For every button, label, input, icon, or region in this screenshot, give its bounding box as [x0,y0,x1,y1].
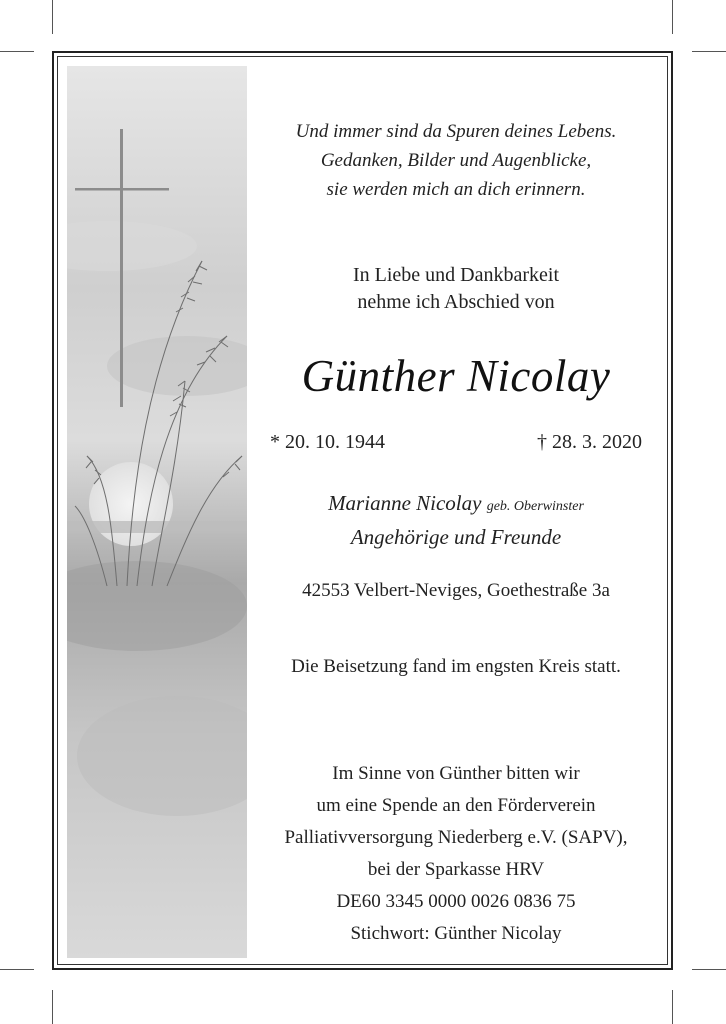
burial-note: Die Beisetzung fand im engsten Kreis statt. [291,656,621,677]
mourners [256,488,656,553]
donation-iban: DE60 3345 0000 0026 0836 75 [336,891,576,912]
spouse-line [256,488,656,522]
farewell-line: nehme ich Abschied von [357,291,555,313]
address: 42553 Velbert-Neviges, Goethestraße 3a [302,580,610,601]
crop-mark [0,51,34,52]
birth-date: * 20. 10. 1944 [270,431,385,453]
memorial-quote [256,117,656,204]
donation-line: Palliativversorgung Niederberg e.V. (SAPV), [284,827,628,848]
farewell-text [256,262,656,316]
memorial-illustration [67,66,247,958]
donation-line: bei der Sparkasse HRV [367,859,545,880]
donation-line: um eine Spende an den Förderverein [316,795,596,816]
crop-mark [52,990,53,1024]
farewell-line: In Liebe und Dankbarkeit [352,264,560,286]
death-date: † 28. 3. 2020 [537,431,642,453]
donation-keyword: Stichwort: Günther Nicolay [350,923,562,944]
deceased-name: Günther Nicolay [301,351,611,401]
donation-request [256,758,656,950]
crop-mark [52,0,53,34]
crop-mark [672,0,673,34]
spouse-birth-name: geb. Oberwinster [486,499,584,514]
crop-mark [0,969,34,970]
spouse-name: Marianne Nicolay [328,491,482,515]
crop-mark [672,990,673,1024]
quote-line: sie werden mich an dich erinnern. [326,179,586,200]
quote-line: Gedanken, Bilder und Augenblicke, [320,150,592,171]
crop-mark [692,51,726,52]
relatives-line: Angehörige und Freunde [350,525,562,549]
donation-line: Im Sinne von Günther bitten wir [332,763,580,784]
crop-mark [692,969,726,970]
quote-line: Und immer sind da Spuren deines Lebens. [295,121,617,142]
